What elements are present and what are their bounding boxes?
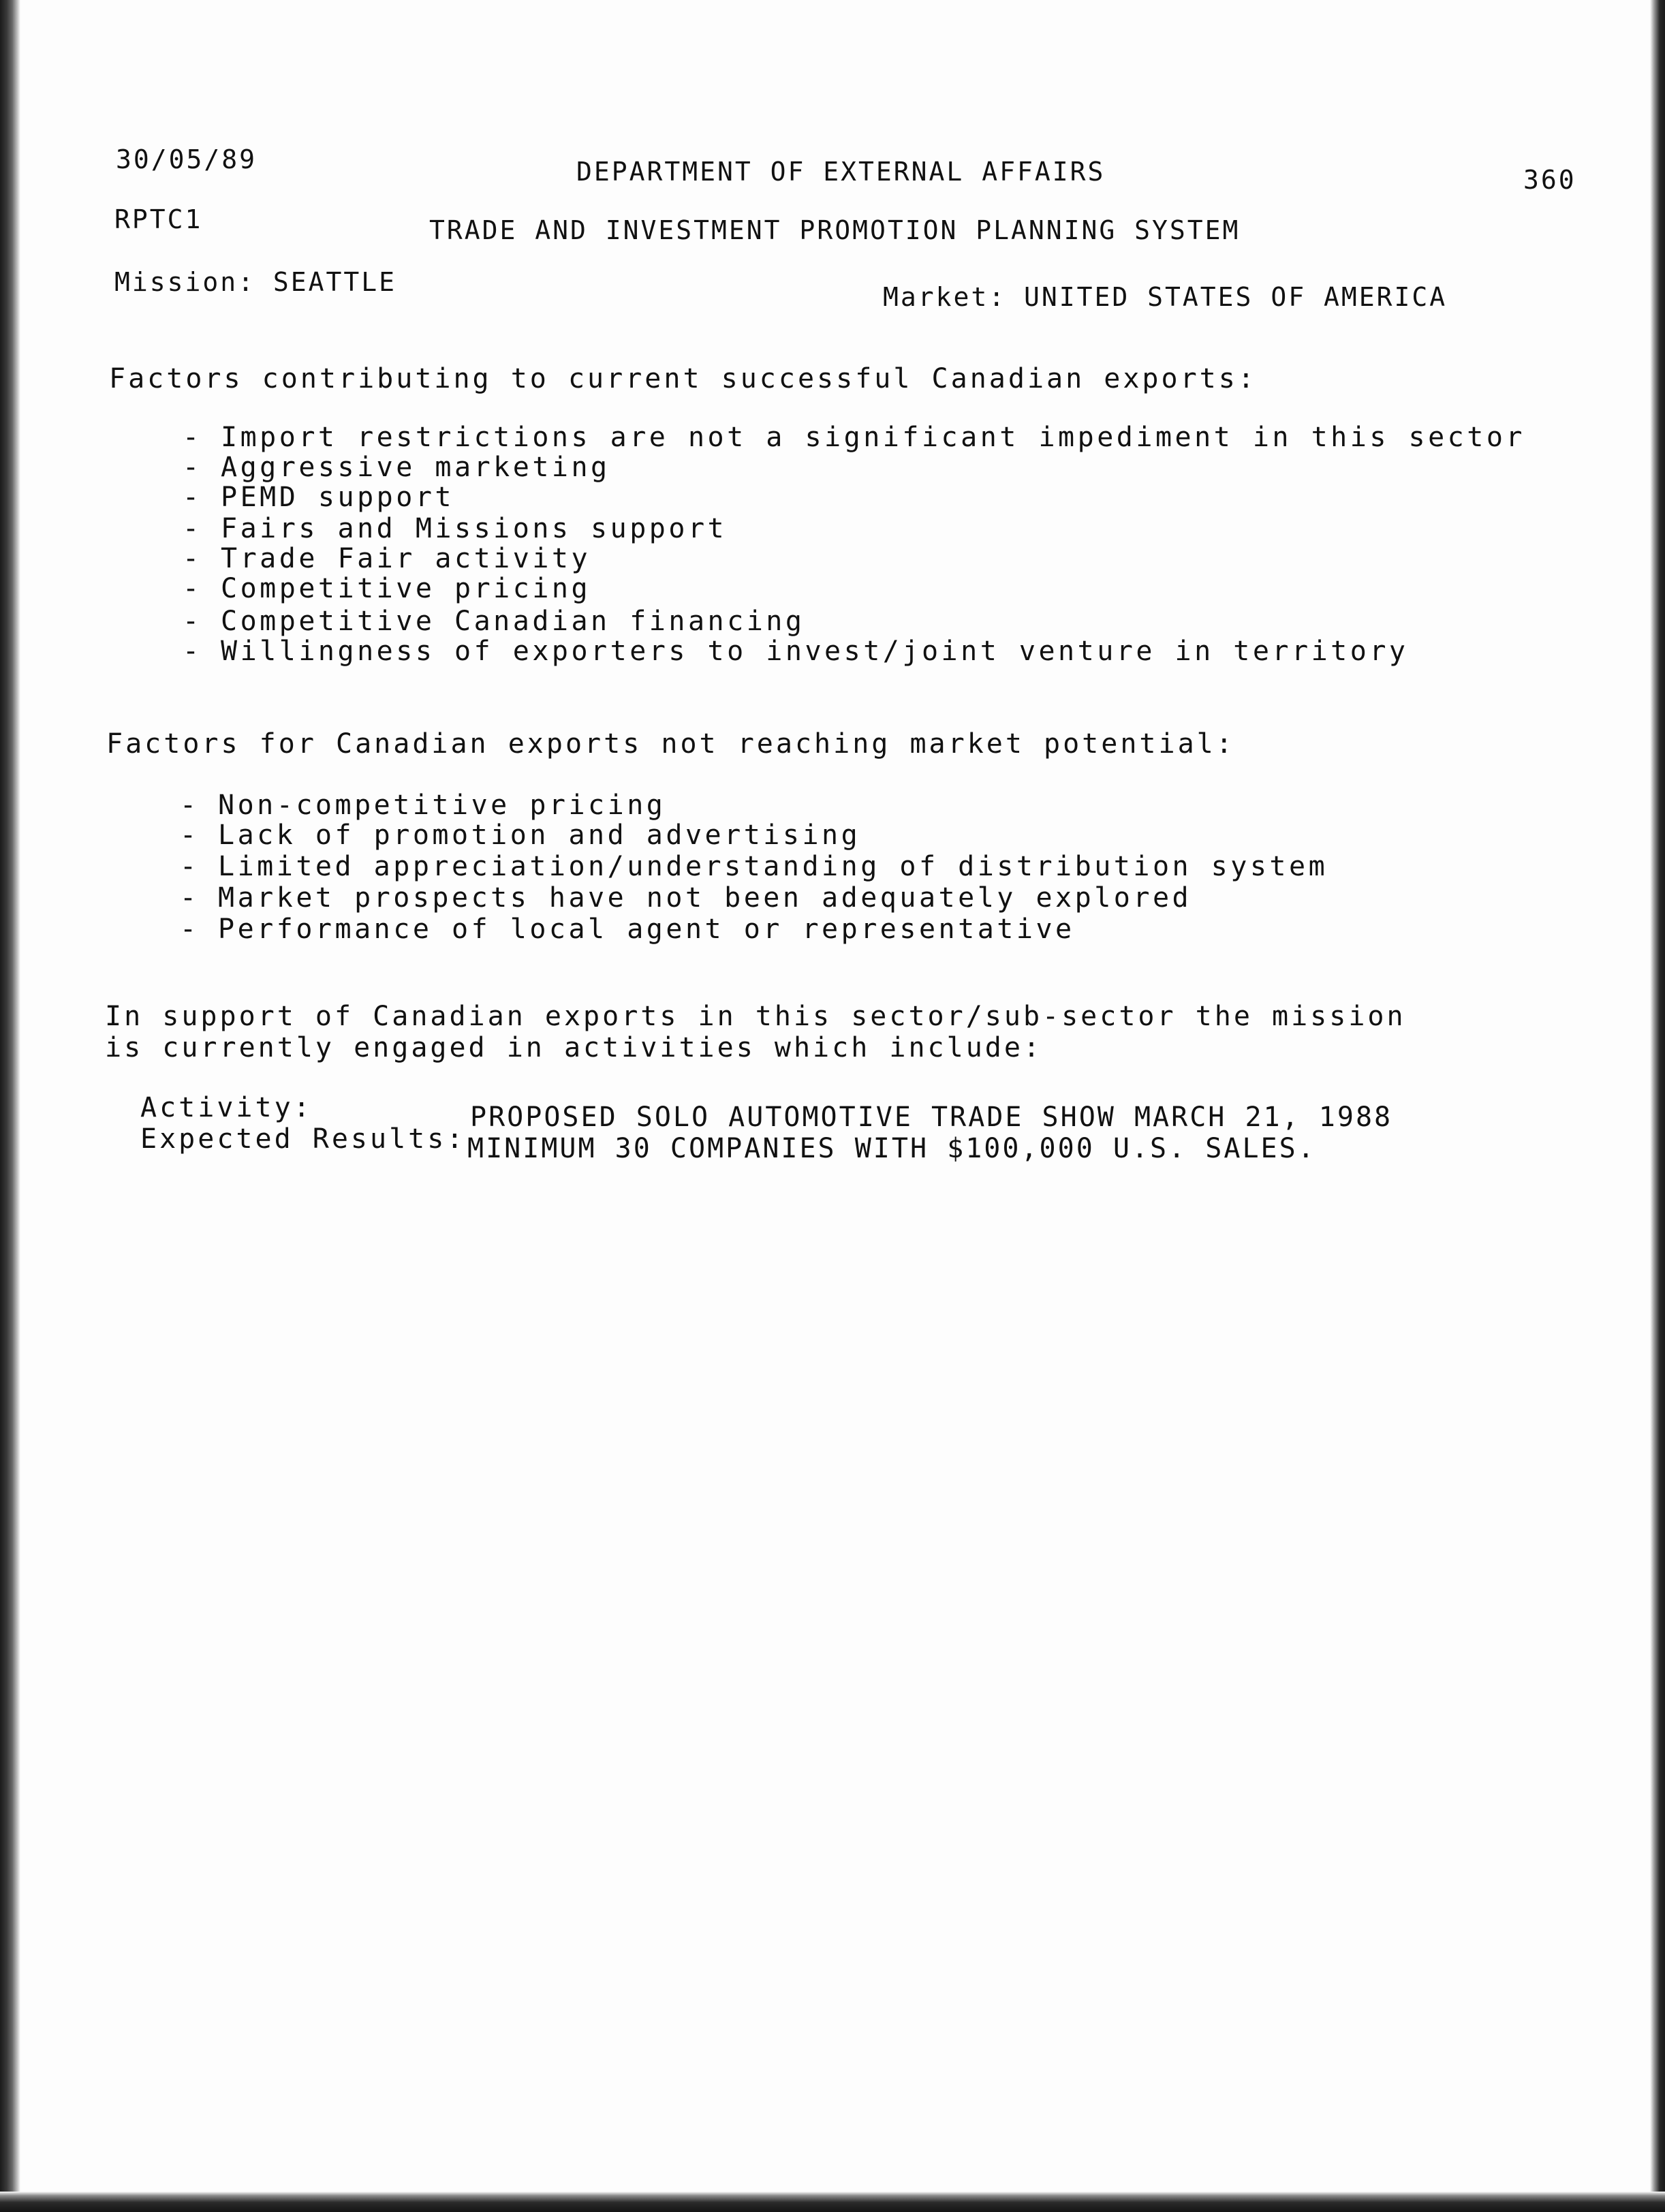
department-title: DEPARTMENT OF EXTERNAL AFFAIRS bbox=[576, 157, 1106, 187]
activity-label: Activity: bbox=[140, 1092, 313, 1123]
scan-edge-bottom bbox=[0, 2192, 1665, 2212]
list-item: - Performance of local agent or representative bbox=[180, 914, 1075, 945]
shortfall-factors-heading: Factors for Canadian exports not reaching market potential: bbox=[106, 728, 1235, 760]
system-title: TRADE AND INVESTMENT PROMOTION PLANNING SYSTEM bbox=[429, 215, 1241, 245]
list-item: - Limited appreciation/understanding of distribution system bbox=[180, 851, 1328, 882]
scan-edge-right bbox=[1650, 0, 1665, 2212]
list-item: - Non-competitive pricing bbox=[180, 790, 666, 821]
list-item: - Fairs and Missions support bbox=[183, 513, 728, 544]
list-item: - Import restrictions are not a significant impediment in this sector bbox=[183, 422, 1525, 453]
list-item: - Trade Fair activity bbox=[183, 543, 591, 574]
support-paragraph-line-2: is currently engaged in activities which include: bbox=[105, 1032, 1043, 1063]
expected-results-value: MINIMUM 30 COMPANIES WITH $100,000 U.S. SALES. bbox=[467, 1133, 1316, 1164]
report-code: RPTC1 bbox=[114, 204, 203, 234]
market-label: Market: UNITED STATES OF AMERICA bbox=[883, 282, 1448, 312]
success-factors-heading: Factors contributing to current successful Canadian exports: bbox=[109, 363, 1257, 394]
list-item: - Market prospects have not been adequately explored bbox=[180, 882, 1192, 914]
list-item: - Willingness of exporters to invest/joint venture in territory bbox=[183, 636, 1409, 667]
report-date: 30/05/89 bbox=[116, 144, 258, 174]
expected-results-label: Expected Results: bbox=[140, 1123, 466, 1155]
mission-label: Mission: SEATTLE bbox=[114, 267, 397, 297]
list-item: - Aggressive marketing bbox=[183, 452, 610, 483]
activity-value: PROPOSED SOLO AUTOMOTIVE TRADE SHOW MARCH 21, 1988 bbox=[470, 1102, 1393, 1133]
page-number: 360 bbox=[1523, 165, 1576, 195]
list-item: - Lack of promotion and advertising bbox=[180, 820, 861, 851]
support-paragraph-line-1: In support of Canadian exports in this sector/sub-sector the mission bbox=[105, 1001, 1406, 1032]
list-item: - PEMD support bbox=[183, 482, 454, 513]
scan-edge-left bbox=[0, 0, 20, 2212]
list-item: - Competitive Canadian financing bbox=[183, 606, 805, 637]
list-item: - Competitive pricing bbox=[183, 573, 591, 604]
